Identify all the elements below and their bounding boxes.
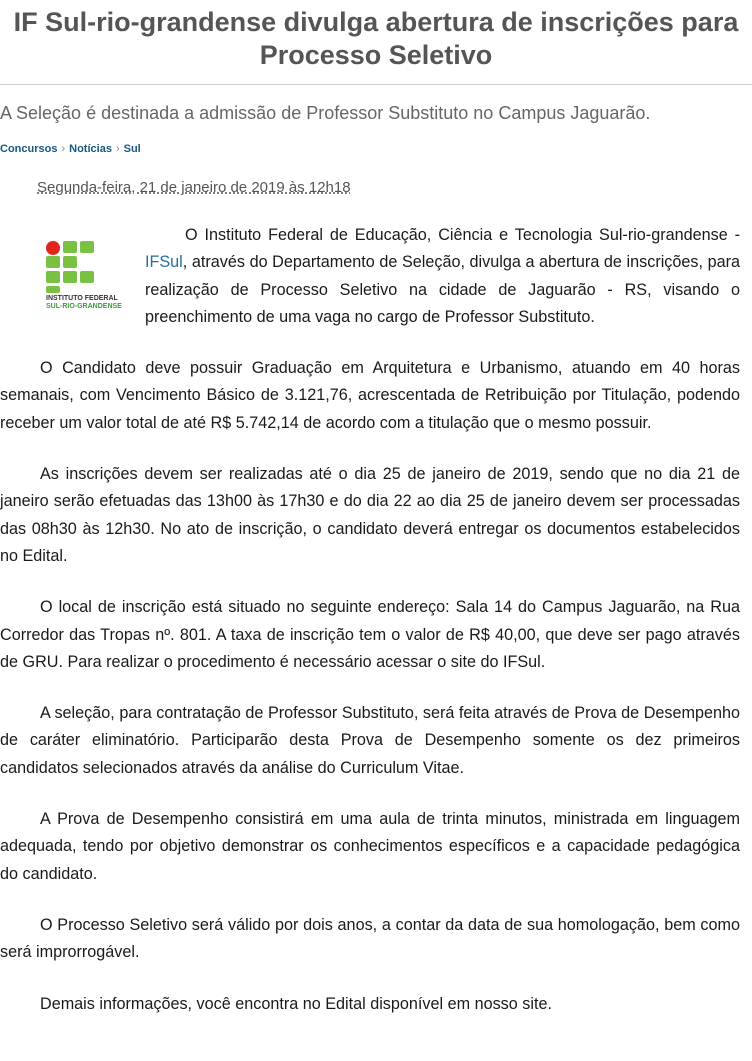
article-paragraph: O Candidato deve possuir Graduação em Arquitetura e Urbanismo, atuando em 40 horas semanais, com Vencimento Básico de 3.121,76, acrescentada de Retribuição por Titulação, podendo receber um valor total de até R$ 5.742,14 de acordo com a titulação que o mesmo possuir. [0,359,740,432]
article-paragraph: Demais informações, você encontra no Edital disponível em nosso site. [40,994,552,1013]
breadcrumb-link-sul[interactable]: Sul [123,143,141,155]
ifsul-link[interactable]: IFSul [145,253,183,272]
publish-date: Segunda-feira, 21 de janeiro de 2019 às 12h18 [37,179,351,196]
breadcrumb-link-concursos[interactable]: Concursos [0,143,58,155]
article-paragraph: A seleção, para contratação de Professor Substituto, será feita através de Prova de Desempenho de caráter eliminatório. Participarão desta Prova de Desempenho somente os dez primeiros candidatos selecionados através da análise do Curriculum Vitae. [0,704,740,777]
article-paragraph: INSTITUTO FEDERAL SUL-RIO-GRANDENSE O Instituto Federal de Educação, Ciência e Tecnologia Sul-rio-grandense - IFSul, através do Departamento de Seleção, divulga a abertura de inscrições, para realização de Processo Seletivo na cidade de Jaguarão - RS, visando o preenchimento de uma vaga no cargo de Professor Substituto. [0,222,740,331]
ifsul-logo-icon [46,241,94,293]
article-body [0,222,752,1018]
breadcrumb-link-noticias[interactable]: Notícias [69,143,112,155]
title-divider [0,84,752,85]
article-paragraph: O local de inscrição está situado no seguinte endereço: Sala 14 do Campus Jaguarão, na Rua Corredor das Tropas nº. 801. A taxa de inscrição tem o valor de R$ 40,00, que deve ser pago através de GRU. Para realizar o procedimento é necessário acessar o site do IFSul. [0,598,740,671]
article-paragraph: A Prova de Desempenho consistirá em uma aula de trinta minutos, ministrada em linguagem adequada, tendo por objetivo demonstrar os conhecimentos específicos e a capacidade pedagógica do candidato. [0,810,740,883]
chevron-right-icon: › [115,143,120,155]
article-paragraph: O Processo Seletivo será válido por dois anos, a contar da data de sua homologação, bem como será improrrogável. [0,915,740,962]
breadcrumb [0,141,752,157]
logo-wordmark: INSTITUTO FEDERAL SUL-RIO-GRANDENSE [46,295,122,310]
institution-logo [0,222,145,318]
headline: IF Sul-rio-grandense divulga abertura de inscrições para Processo Seletivo [13,7,739,70]
chevron-right-icon: › [61,143,66,155]
article-paragraph: As inscrições devem ser realizadas até o dia 25 de janeiro de 2019, sendo que no dia 21 de janeiro serão efetuadas das 13h00 às 17h30 e do dia 22 ao dia 25 de janeiro devem ser processadas das 08h30 às 12h30. No ato de inscrição, o candidato deverá entregar os documentos estabelecidos no Edital. [0,465,740,565]
subtitle: A Seleção é destinada a admissão de Professor Substituto no Campus Jaguarão. [0,103,651,123]
